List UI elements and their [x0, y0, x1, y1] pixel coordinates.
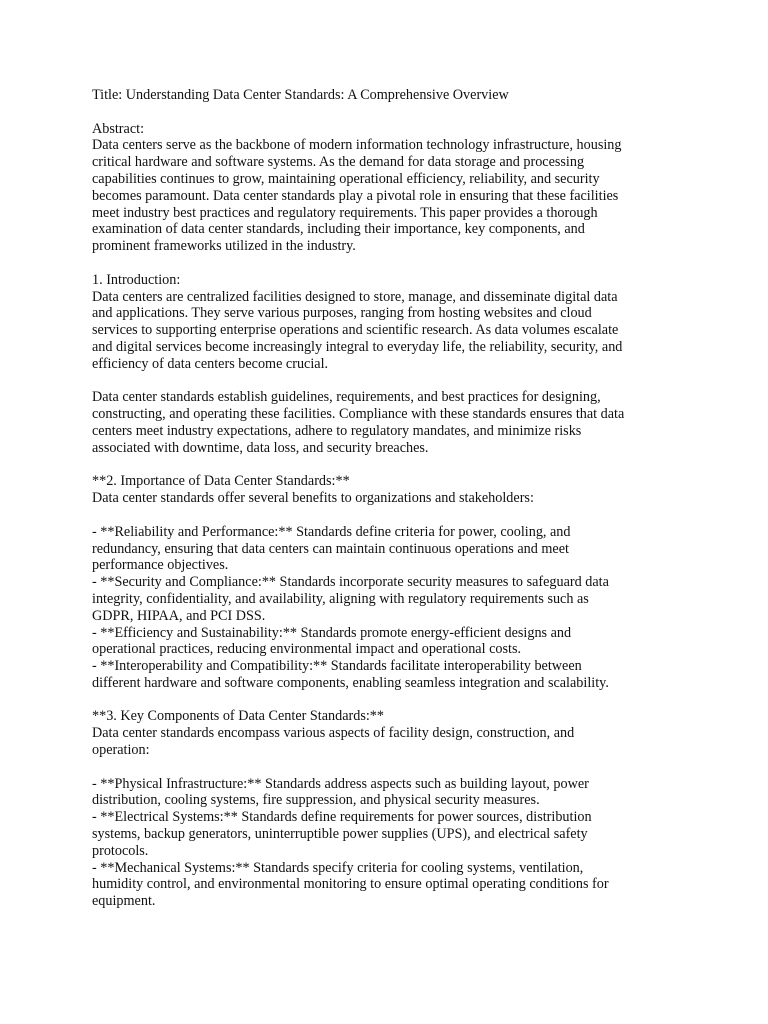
list-item-line: different hardware and software components, enabling seamless integration and scalability. [92, 674, 609, 691]
list-item-line: integrity, confidentiality, and availability, aligning with regulatory requirements such as [92, 590, 589, 607]
abstract-line: examination of data center standards, including their importance, key components, and [92, 221, 585, 238]
section-heading-introduction: 1. Introduction: [92, 271, 181, 288]
intro-paragraph-line: centers meet industry expectations, adhere to regulatory mandates, and minimize risks [92, 422, 582, 439]
list-item-line: performance objectives. [92, 557, 229, 574]
list-item-line: - **Physical Infrastructure:** Standards address aspects such as building layout, power [92, 775, 589, 792]
list-item-line: systems, backup generators, uninterruptible power supplies (UPS), and electrical safety [92, 826, 588, 843]
section-heading-key-components: **3. Key Components of Data Center Standards:** [92, 708, 384, 725]
intro-paragraph-line: efficiency of data centers become crucial. [92, 355, 329, 372]
list-item-line: - **Electrical Systems:** Standards define requirements for power sources, distribution [92, 809, 592, 826]
list-item-line: operational practices, reducing environmental impact and operational costs. [92, 641, 522, 658]
key-components-intro-line: Data center standards encompass various aspects of facility design, construction, and [92, 725, 575, 742]
spacer [92, 255, 692, 272]
intro-paragraph-line: constructing, and operating these facilities. Compliance with these standards ensures that data [92, 406, 625, 423]
intro-paragraph-line: and applications. They serve various purposes, ranging from hosting websites and cloud [92, 305, 592, 322]
document-title: Title: Understanding Data Center Standards: A Comprehensive Overview [92, 87, 509, 103]
key-components-intro-line: operation: [92, 742, 150, 759]
list-item-line: - **Security and Compliance:** Standards incorporate security measures to safeguard data [92, 574, 609, 591]
document-page [92, 87, 692, 910]
list-item-line: distribution, cooling systems, fire suppression, and physical security measures. [92, 792, 540, 809]
intro-paragraph-line: Data centers are centralized facilities designed to store, manage, and disseminate digital data [92, 288, 618, 305]
spacer [92, 507, 692, 524]
abstract-line: critical hardware and software systems. As the demand for data storage and processing [92, 154, 585, 171]
spacer [92, 373, 692, 390]
spacer [92, 104, 692, 121]
list-item-line: - **Reliability and Performance:** Standards define criteria for power, cooling, and [92, 523, 571, 540]
spacer [92, 759, 692, 776]
section-heading-importance: **2. Importance of Data Center Standards:** [92, 473, 350, 490]
abstract-line: prominent frameworks utilized in the industry. [92, 238, 356, 255]
abstract-heading: Abstract: [92, 120, 145, 137]
intro-paragraph-line: Data center standards establish guidelines, requirements, and best practices for designing, [92, 389, 601, 406]
intro-paragraph-line: and digital services become increasingly integral to everyday life, the reliability, security, and [92, 338, 623, 355]
abstract-line: meet industry best practices and regulatory requirements. This paper provides a thorough [92, 204, 598, 221]
list-item-line: humidity control, and environmental monitoring to ensure optimal operating conditions for [92, 876, 609, 893]
list-item-line: - **Interoperability and Compatibility:** Standards facilitate interoperability between [92, 658, 582, 675]
intro-paragraph-line: services to supporting enterprise operations and scientific research. As data volumes escalate [92, 322, 619, 339]
spacer [92, 457, 692, 474]
spacer [92, 692, 692, 709]
abstract-line: Data centers serve as the backbone of modern information technology infrastructure, housing [92, 137, 622, 154]
list-item-line: - **Mechanical Systems:** Standards specify criteria for cooling systems, ventilation, [92, 859, 584, 876]
list-item-line: protocols. [92, 842, 149, 859]
list-item-line: equipment. [92, 893, 156, 910]
intro-paragraph-line: associated with downtime, data loss, and security breaches. [92, 439, 429, 456]
list-item-line: GDPR, HIPAA, and PCI DSS. [92, 607, 266, 624]
abstract-line: capabilities continues to grow, maintaining operational efficiency, reliability, and security [92, 170, 600, 187]
abstract-line: becomes paramount. Data center standards play a pivotal role in ensuring that these facilities [92, 187, 619, 204]
list-item-line: - **Efficiency and Sustainability:** Standards promote energy-efficient designs and [92, 624, 572, 641]
list-item-line: redundancy, ensuring that data centers can maintain continuous operations and meet [92, 540, 569, 557]
importance-intro: Data center standards offer several benefits to organizations and stakeholders: [92, 490, 534, 507]
